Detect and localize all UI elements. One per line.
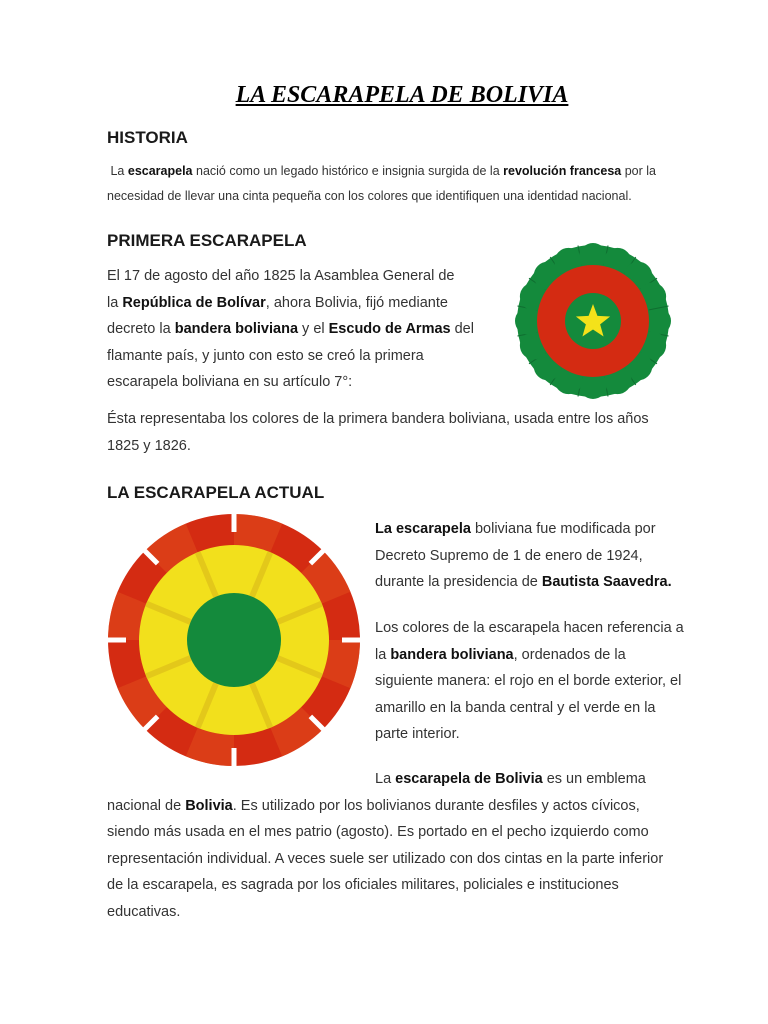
text-run: nacional de [107, 797, 186, 814]
text-run: por la [621, 164, 656, 178]
actual-paragraph-3 [107, 766, 727, 925]
bold-run: Escudo de Armas [328, 321, 451, 337]
bold-run: Bautista Saavedra. [541, 574, 672, 590]
text-line: Los colores de la escarapela hacen referencia a [375, 620, 684, 636]
text-run: La [110, 164, 128, 178]
text-run: La [375, 771, 396, 787]
actual-paragraph-1 [375, 516, 735, 596]
text-run: nació como un legado histórico e insignia surgida de la [192, 164, 504, 178]
text-line: siguiente manera: el rojo en el borde exterior, el [375, 673, 682, 689]
escarapela-actual-image [106, 512, 362, 768]
primera-paragraph [107, 263, 507, 396]
green-center [187, 593, 281, 687]
primera-escarapela-image [514, 242, 672, 400]
text-run: , ahora Bolivia, fijó mediante [265, 294, 448, 311]
primera-paragraph-2 [107, 406, 707, 459]
text-line: escarapela boliviana en su artículo 7°: [107, 374, 353, 390]
text-run: , ordenados de la [513, 646, 626, 663]
bold-run: revolución francesa [503, 164, 622, 178]
text-run: del [450, 321, 474, 337]
bold-run: La escarapela [375, 521, 471, 537]
bold-run: escarapela de Bolivia [395, 771, 543, 787]
text-line: Ésta representaba los colores de la primera bandera boliviana, usada entre los años [107, 411, 649, 427]
text-run: y el [298, 321, 329, 337]
bold-run: escarapela [127, 164, 193, 178]
text-run: decreto la [107, 321, 175, 337]
text-line: El 17 de agosto del año 1825 la Asamblea General de [107, 268, 455, 284]
heading-escarapela-actual: LA ESCARAPELA ACTUAL [107, 483, 325, 502]
text-run: durante la presidencia de [375, 574, 542, 590]
text-run: boliviana fue modificada por [470, 521, 656, 537]
historia-paragraph [107, 159, 727, 209]
text-run: . Es utilizado por los bolivianos durante desfiles y actos cívicos, [232, 797, 640, 814]
bold-run: República de Bolívar [122, 294, 266, 311]
text-line: educativas. [107, 903, 181, 920]
bold-run: Bolivia [185, 797, 233, 814]
text-line: de la escarapela, es sagrada por los oficiales militares, policiales e instituciones [107, 877, 619, 893]
text-line: siendo más usada en el mes patrio (agosto). Es portado en el pecho izquierdo como [107, 824, 649, 840]
text-run: la [375, 646, 391, 663]
text-run: es un emblema [542, 771, 646, 787]
text-line: flamante país, y junto con esto se creó la primera [107, 347, 424, 364]
text-run: la [107, 294, 123, 311]
heading-historia: HISTORIA [107, 128, 188, 147]
bold-run: bandera boliviana [174, 321, 299, 337]
text-line: necesidad de llevar una cinta pequeña con los colores que identifiquen una identidad nacional. [107, 189, 632, 203]
text-line: amarillo en la banda central y el verde en la [375, 699, 656, 716]
actual-paragraph-2 [375, 615, 735, 748]
text-line: Decreto Supremo de 1 de enero de 1924, [375, 547, 643, 564]
bold-run: bandera boliviana [390, 646, 514, 663]
text-line: 1825 y 1826. [107, 437, 191, 454]
heading-primera-escarapela: PRIMERA ESCARAPELA [107, 231, 307, 250]
text-line: representación individual. A veces suele ser utilizado con dos cintas en la parte inferior [107, 850, 664, 867]
page-title: LA ESCARAPELA DE BOLIVIA [235, 82, 569, 108]
text-line: parte interior. [375, 726, 460, 742]
